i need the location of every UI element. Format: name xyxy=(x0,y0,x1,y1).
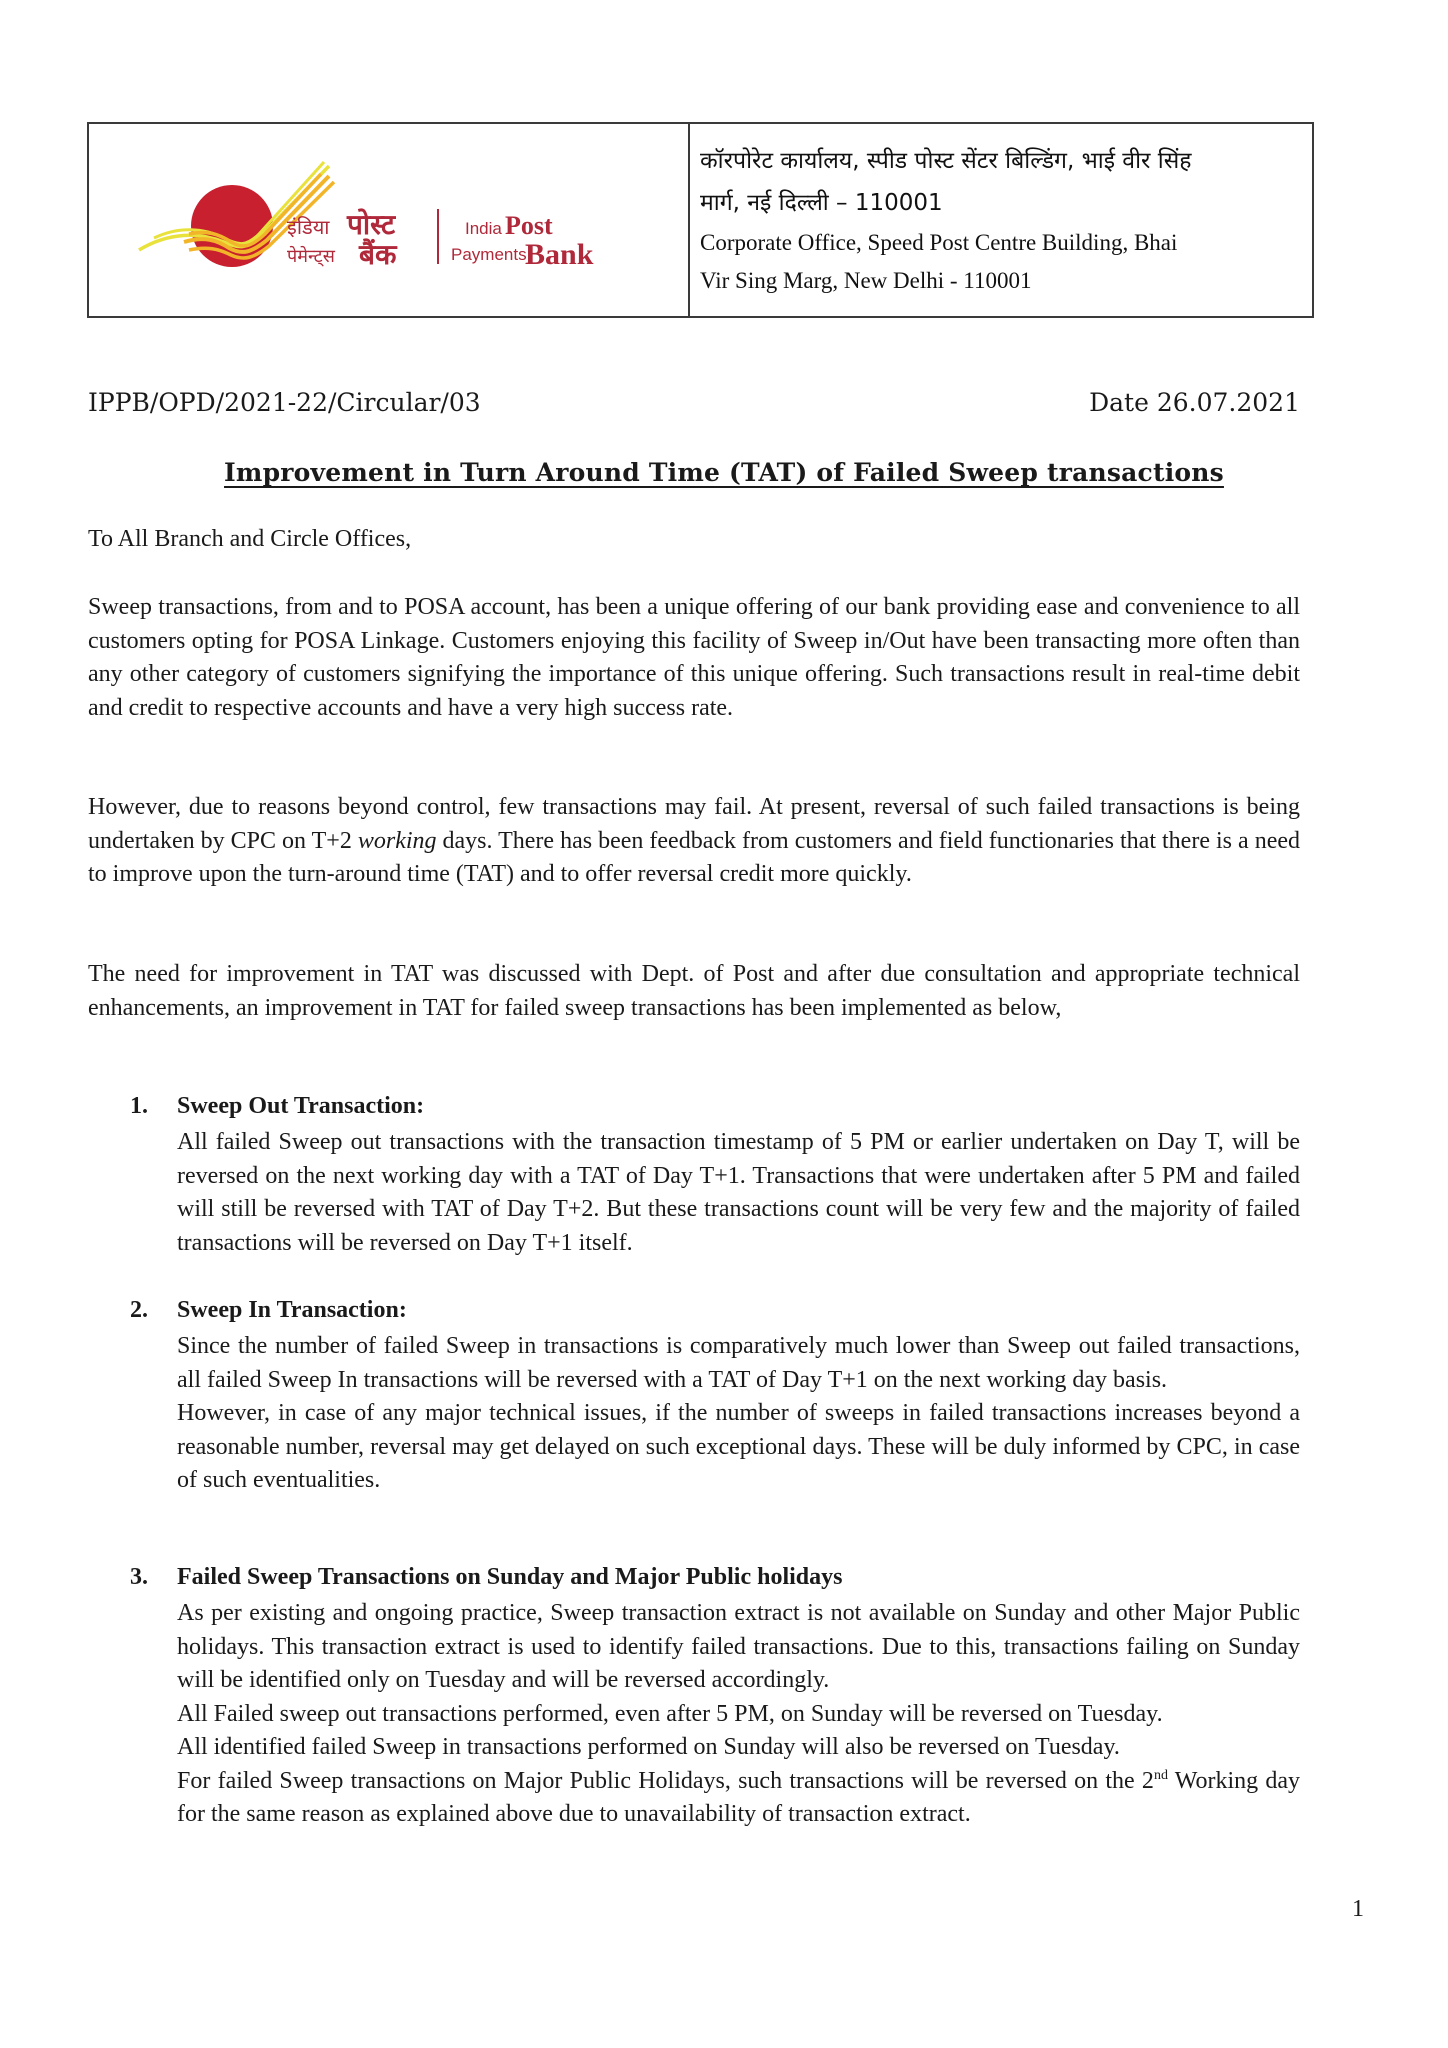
reference-line xyxy=(88,388,1300,417)
salutation: To All Branch and Circle Offices, xyxy=(88,526,412,552)
list-number: 1. xyxy=(130,1093,148,1119)
address-hindi-line-2: मार्ग, नई दिल्ली – 110001 xyxy=(700,190,943,216)
list-body xyxy=(177,1597,1300,1832)
emphasis-text: working xyxy=(357,827,437,854)
svg-text:Post: Post xyxy=(505,211,553,240)
svg-text:Payments: Payments xyxy=(451,245,527,264)
letterhead-box xyxy=(87,122,1314,318)
title-text: Improvement in Turn Around Time (TAT) of Failed Sweep transactions xyxy=(224,458,1224,487)
list-number: 2. xyxy=(130,1297,148,1323)
list-heading: Sweep Out Transaction: xyxy=(177,1093,425,1119)
svg-text:बैंक: बैंक xyxy=(359,238,397,271)
list-body-text: Since the number of failed Sweep in transactions is comparatively much lower than Sweep out failed transactions, all failed Sweep In transactions will be reversed with a TAT of Day T+1 on the next working day basis. xyxy=(177,1333,1300,1393)
svg-text:पेमेन्ट्स: पेमेन्ट्स xyxy=(287,246,335,267)
address-english-line-2: Vir Sing Marg, New Delhi - 110001 xyxy=(700,268,1032,293)
paragraph-improvement: The need for improvement in TAT was discussed with Dept. of Post and after due consultation and appropriate technical enhancements, an improvement in TAT for failed sweep transactions has been implemented as below, xyxy=(88,961,1300,1021)
list-number: 3. xyxy=(130,1564,148,1590)
paragraph-text: However, due to reasons beyond control, few transactions may fail. At present, reversal of such failed transactions is being undertaken by CPC on T+2 xyxy=(88,794,1300,854)
paragraph-text: days. There has been feedback from customers and field functionaries that there is a need to improve upon the turn-around time (TAT) and to offer reversal credit more quickly. xyxy=(88,827,1301,887)
page-number: 1 xyxy=(1352,1896,1364,1922)
list-body-text-part: For failed Sweep transactions on Major Public Holidays, such transactions will be reversed on the 2 xyxy=(177,1767,1154,1794)
paragraph-intro: Sweep transactions, from and to POSA account, has been a unique offering of our bank providing ease and convenience to all customers opting for POSA Linkage. Customers enjoying this facility of Sweep in/Out have been transacting more often than any other category of customers signifying the importance of this unique offering. Such transactions result in real-time debit and credit to respective accounts and have a very high success rate. xyxy=(88,594,1300,721)
svg-text:India: India xyxy=(465,219,502,238)
list-body-text-part: Working day for the same reason as explained above due to unavailability of transaction extract. xyxy=(177,1767,1301,1827)
list-body-text: All identified failed Sweep in transactions performed on Sunday will also be reversed on Tuesday. xyxy=(177,1734,1120,1760)
list-body-text: All failed Sweep out transactions with the transaction timestamp of 5 PM or earlier undertaken on Day T, will be reversed on the next working day with a TAT of Day T+1. Transactions that were undertaken after 5 PM and failed will still be reversed with TAT of Day T+2. But these transactions count will be very few and the majority of failed transactions will be reversed on Day T+1 itself. xyxy=(177,1129,1300,1256)
address-cell xyxy=(690,124,1312,316)
list-body-text xyxy=(177,1765,1300,1832)
list-heading: Failed Sweep Transactions on Sunday and Major Public holidays xyxy=(177,1564,843,1590)
address-hindi-line-1: कॉरपोरेट कार्यालय, स्पीड पोस्ट सेंटर बिल्डिंग, भाई वीर सिंह xyxy=(700,148,1192,174)
ippb-logo-icon xyxy=(129,154,689,304)
list-body-text: All Failed sweep out transactions performed, even after 5 PM, on Sunday will be reversed on Tuesday. xyxy=(177,1700,1163,1727)
svg-text:इंडिया: इंडिया xyxy=(287,215,330,239)
list-body xyxy=(177,1126,1300,1260)
paragraph-current-status xyxy=(88,791,1300,892)
svg-text:पोस्ट: पोस्ट xyxy=(347,208,396,241)
logo-cell xyxy=(89,124,690,316)
superscript-ordinal: nd xyxy=(1153,1767,1168,1783)
circular-reference: IPPB/OPD/2021-22/Circular/03 xyxy=(88,388,481,417)
list-body-text: However, in case of any major technical issues, if the number of sweeps in failed transactions increases beyond a reasonable number, reversal may get delayed on such exceptional days. These will be duly informed by CPC, in case of such eventualities. xyxy=(177,1400,1300,1493)
list-body-text: As per existing and ongoing practice, Sweep transaction extract is not available on Sunday and other Major Public holidays. This transaction extract is used to identify failed transactions. Due to this, transactions failing on Sunday will be identified only on Tuesday and will be reversed accordingly. xyxy=(177,1600,1300,1693)
document-title xyxy=(0,458,1448,487)
address-english-line-1: Corporate Office, Speed Post Centre Building, Bhai xyxy=(700,230,1178,255)
list-heading: Sweep In Transaction: xyxy=(177,1297,407,1323)
list-body xyxy=(177,1330,1300,1498)
circular-date: Date 26.07.2021 xyxy=(1089,388,1300,417)
svg-text:Bank: Bank xyxy=(525,238,594,271)
